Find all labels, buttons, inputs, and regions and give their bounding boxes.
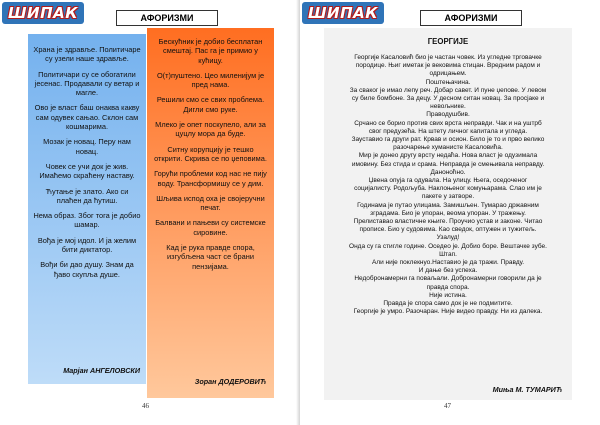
story-line: Данонoћно. — [430, 168, 466, 176]
story-line: Узалуд! — [436, 234, 460, 242]
aphorism-text: Кад је рука правде спора, изгубљена част се брани пензијама. — [166, 243, 255, 271]
aphorism-text: Бескућник је добио бесплатан смештај. Пас га је примио у кућицу. — [158, 37, 263, 65]
aphorism-text: Ситну корупцију је тешко открити. Скрива се по џеповима. — [154, 144, 267, 163]
aphorism-text: Храна је здравље. Политичаре су узели наше здравље. — [33, 45, 141, 64]
section-title: АФОРИЗМИ — [116, 10, 218, 26]
logo-text: ШИПАК — [7, 4, 78, 22]
story-title: ГЕОРГИЈЕ — [427, 37, 469, 46]
story-line: Недобронамерни га поваљали. Добронамерни говорили да је — [354, 275, 542, 283]
section-title: АФОРИЗМИ — [420, 10, 522, 26]
story-line: Прелиставао властичне књиге. Проучио устав и законе. Читао — [353, 218, 543, 226]
story-line: Онда су га стигле године. Оседео је. Добио боре. Вештачке зубе. — [349, 242, 547, 250]
story-line: пакете у затворе. — [421, 193, 475, 201]
story-line: разочарење хуманисте Касаловића. — [393, 144, 503, 152]
aphorisms-column-1 — [28, 34, 146, 384]
aphorism-text: Ћутање је злато. Ако си плаћен да ћутиш. — [45, 186, 129, 205]
story-line: Праводушбив. — [426, 111, 470, 119]
story-line: Георгије Касаловић био је частан човек. Из угледне трговачке — [354, 54, 542, 61]
story-line: Годинама је путао улицама. Замишљен. Тумарао државним — [357, 201, 539, 209]
story-line: Али није поклекнуо.Наставио је да тражи. Правду. — [371, 259, 525, 267]
aphorism-text: Вођа је мој идол. И ја желим бити диктатор. — [37, 235, 137, 255]
story-line: И дање без успеха. — [418, 267, 478, 275]
page-number: 46 — [142, 402, 149, 410]
author-signature: Зоран ДОДЕРОВИЋ — [194, 377, 266, 386]
aphorism-text: Човек се учи док је жив. Имаћемо скраћену наставу. — [39, 161, 135, 181]
story-line: социјалисту. Родољуба. Наклоњеног комуњарама. Слао им је — [354, 185, 542, 193]
aphorism-text: Решили смо се свих проблема. Дигли смо руке. — [156, 95, 265, 114]
right-page — [300, 0, 600, 425]
story-line: За сваког је имао лепу реч. Добар савет. И пуне џепове. У левом — [349, 86, 547, 94]
story-line: су биле бомбоне. За децу. У десном ситан новац. За просјаке и — [351, 95, 545, 103]
story-line: зградама. Био је упоран, веома упоран. У тражењу. — [370, 209, 526, 217]
story-box — [324, 28, 572, 400]
aphorisms-column-2 — [147, 28, 274, 398]
aphorism-text: Млеко је опет поскупело, али за цуцлу мора да буде. — [155, 120, 266, 139]
aphorism-text: Ово је власт баш онаква какву сам одувек сањао. Склон сам кошмарима. — [34, 103, 140, 132]
story-line: Поштењачина. — [425, 78, 471, 86]
story-line: правда спора. — [426, 283, 470, 291]
story-line: Срчано се борио против свих врста неправди. Чак и на уштрб — [354, 119, 542, 127]
story-line: Мир је донео другу врсту недаћа. Нова власт је одузимала — [358, 152, 538, 160]
aphorism-text: Мозак је новац. Перу нам новац. — [43, 137, 131, 156]
aphorism-text: Политичари су се обогатили јесенас. Продавали су ветар и магле. — [34, 69, 140, 98]
magazine-logo — [302, 2, 384, 24]
story-line: невољнике. — [430, 103, 466, 111]
page-number: 47 — [444, 402, 451, 410]
story-line: Зауставио га други рат. Крвав и осион. Било је то и прво велико — [351, 136, 545, 144]
story-line: Џвена опуја га одувала. На улицу. Њега, оседоченог — [368, 177, 528, 185]
aphorism-text: Шљива испод оха је својеручни печат. — [156, 193, 265, 213]
story-line: породице. Њиг иметак је вековима стицан. Вредним радом и — [355, 62, 541, 70]
magazine-logo — [2, 2, 84, 24]
story-line: Правда је спора само док је не подмитите. — [383, 300, 513, 308]
story-line: имовину. Без стида и срама. Неправда је смењивала неправду. — [351, 160, 545, 168]
story-line: свог предузећа. На штету личног капитала и угледа. — [368, 127, 528, 135]
story-line: одрицањем. — [429, 70, 467, 78]
author-signature: Марјан АНГЕЛОВСКИ — [63, 366, 140, 375]
aphorism-text: Балвани и пањеви су системске сировине. — [155, 218, 266, 237]
aphorism-text: Нема образ. Због тога је добио шамар. — [33, 211, 141, 230]
story-line: Није истина. — [429, 291, 467, 299]
author-signature: Миња М. ТУМАРИЋ — [492, 385, 562, 394]
story-line: Штап. — [439, 250, 457, 258]
story-line: прописе. Био у судовима. Као сведок, оптужен и тужитељ. — [359, 226, 537, 234]
aphorism-text: О(т)пуштено. Цео миленијум је пред нама. — [156, 70, 265, 90]
aphorism-text: Вођи би дао душу. Знам да ђаво скупља душе. — [40, 260, 134, 279]
logo-text: ШИПАК — [307, 4, 378, 22]
aphorism-text: Горући проблеми код нас не пију воду. Трансформишу се у дим. — [154, 169, 267, 188]
story-line: Георгије је умро. Разочаран. Није видео правду. Ни из далека. — [353, 308, 543, 316]
